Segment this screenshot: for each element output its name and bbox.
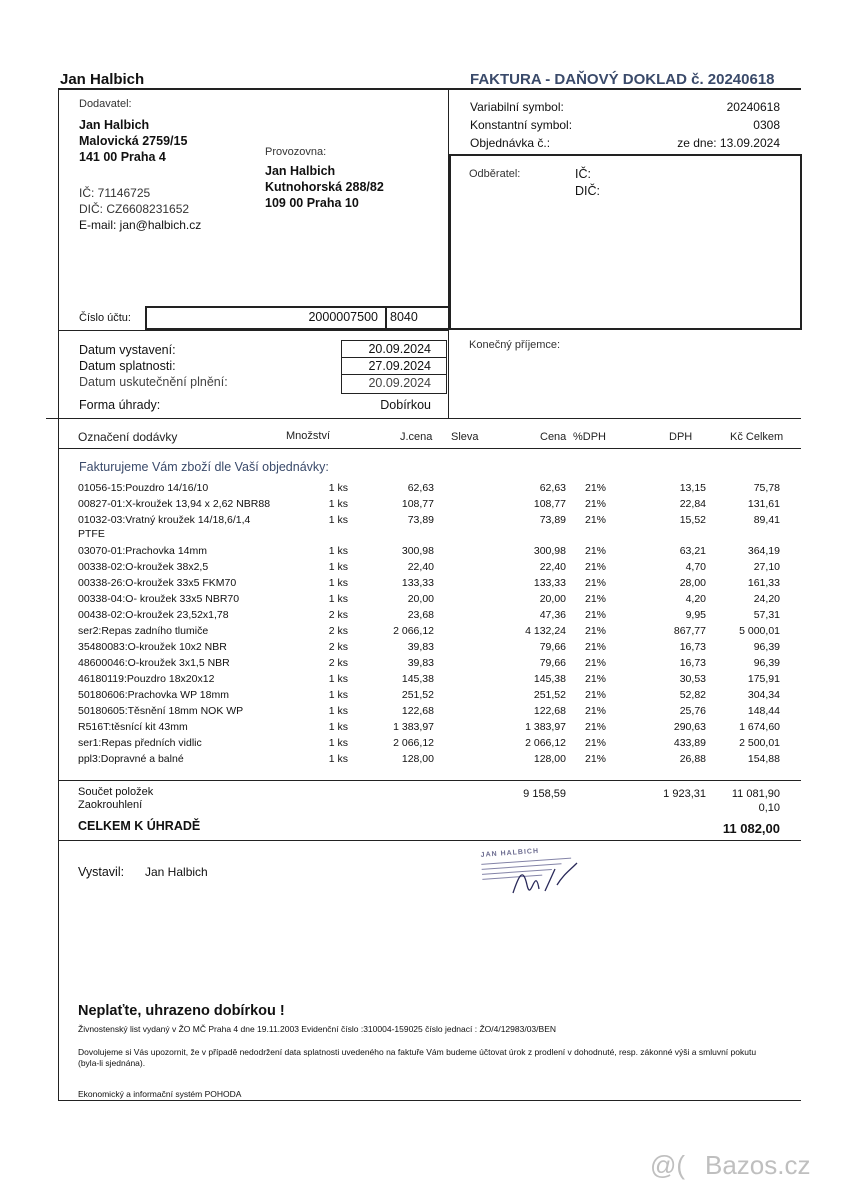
item-name-continued: PTFE <box>78 528 105 540</box>
item-qty: 1 ks <box>328 545 348 557</box>
supplier-dic: DIČ: CZ6608231652 <box>79 202 190 216</box>
item-vat: 290,63 <box>673 721 706 733</box>
item-price: 47,36 <box>539 609 566 621</box>
order-date: ze dne: 13.09.2024 <box>677 136 780 150</box>
watermark-logo-icon: @( <box>650 1150 686 1180</box>
item-qty: 1 ks <box>328 753 348 765</box>
table-row <box>78 656 790 670</box>
item-vat-pct: 21% <box>584 689 606 701</box>
supplier-label: Dodavatel: <box>79 98 132 110</box>
item-price: 22,40 <box>539 561 566 573</box>
item-qty: 1 ks <box>328 689 348 701</box>
dates-rule <box>58 330 448 331</box>
col-price-header: Cena <box>540 431 567 443</box>
const-symbol-value: 0308 <box>753 118 780 132</box>
item-total: 154,88 <box>747 753 780 765</box>
signature-icon <box>505 855 585 900</box>
item-name: 01056-15:Pouzdro 14/16/10 <box>78 482 209 494</box>
item-price: 73,89 <box>539 514 566 526</box>
branch-street: Kutnohorská 288/82 <box>265 180 384 194</box>
item-name: 50180606:Prachovka WP 18mm <box>78 689 229 701</box>
item-vat-pct: 21% <box>584 625 606 637</box>
item-total: 364,19 <box>747 545 780 557</box>
item-qty: 1 ks <box>328 482 348 494</box>
item-qty: 1 ks <box>328 593 348 605</box>
item-name: 46180119:Pouzdro 18x20x12 <box>78 673 215 685</box>
item-price: 300,98 <box>533 545 566 557</box>
item-name: 00338-02:O-kroužek 38x2,5 <box>78 561 209 573</box>
item-vat-pct: 21% <box>584 641 606 653</box>
item-name: ser1:Repas předních vidlic <box>78 737 202 749</box>
col-unit-price-header: J.cena <box>400 431 433 443</box>
item-vat-pct: 21% <box>584 737 606 749</box>
table-row <box>78 544 790 558</box>
item-vat: 26,88 <box>679 753 706 765</box>
customer-box <box>449 154 802 330</box>
grand-total-label: CELKEM K ÚHRADĚ <box>78 819 201 833</box>
col-vat-pct-header: %DPH <box>573 431 607 443</box>
item-unit-price: 22,40 <box>407 561 434 573</box>
item-unit-price: 2 066,12 <box>393 625 434 637</box>
item-vat: 4,70 <box>685 561 706 573</box>
item-price: 79,66 <box>539 657 566 669</box>
item-qty: 1 ks <box>328 561 348 573</box>
branch-label: Provozovna: <box>265 146 327 158</box>
item-price: 62,63 <box>539 482 566 494</box>
item-qty: 2 ks <box>328 657 348 669</box>
table-row <box>78 560 790 574</box>
item-name: 00338-26:O-kroužek 33x5 FKM70 <box>78 577 237 589</box>
item-vat: 28,00 <box>679 577 706 589</box>
item-qty: 2 ks <box>328 625 348 637</box>
col-qty-header: Množství <box>286 430 331 442</box>
header-rule <box>58 88 801 90</box>
item-total: 5 000,01 <box>739 625 780 637</box>
item-vat-pct: 21% <box>584 673 606 685</box>
item-qty: 2 ks <box>328 609 348 621</box>
item-total: 24,20 <box>753 593 780 605</box>
item-qty: 2 ks <box>328 641 348 653</box>
watermark-text: Bazos.cz <box>705 1150 811 1180</box>
item-vat: 433,89 <box>673 737 706 749</box>
item-vat: 63,21 <box>679 545 706 557</box>
due-label: Datum splatnosti: <box>79 359 176 373</box>
item-vat: 15,52 <box>679 514 706 526</box>
subtotal-vat: 1 923,31 <box>663 788 706 800</box>
item-price: 128,00 <box>533 753 566 765</box>
bank-code: 8040 <box>390 310 418 324</box>
item-price: 108,77 <box>533 498 566 510</box>
supplier-name: Jan Halbich <box>79 118 150 132</box>
item-price: 20,00 <box>539 593 566 605</box>
branch-name: Jan Halbich <box>265 164 336 178</box>
item-vat: 867,77 <box>673 625 706 637</box>
item-name: 00827-01:X-kroužek 13,94 x 2,62 NBR88 <box>78 498 271 510</box>
item-unit-price: 2 066,12 <box>393 737 434 749</box>
item-total: 1 674,60 <box>739 721 780 733</box>
supplier-city: 141 00 Praha 4 <box>79 150 166 164</box>
supplier-email[interactable]: E-mail: jan@halbich.cz <box>79 218 202 232</box>
item-name: 03070-01:Prachovka 14mm <box>78 545 207 557</box>
item-vat: 52,82 <box>679 689 706 701</box>
item-total: 148,44 <box>747 705 780 717</box>
item-price: 122,68 <box>533 705 566 717</box>
col-name-header: Označení dodávky <box>78 430 178 444</box>
item-vat: 4,20 <box>685 593 706 605</box>
footer-rule <box>58 1100 801 1101</box>
item-unit-price: 145,38 <box>401 673 434 685</box>
issuer-label: Vystavil: <box>78 865 125 879</box>
item-unit-price: 251,52 <box>401 689 434 701</box>
table-row <box>78 720 790 734</box>
item-total: 175,91 <box>747 673 780 685</box>
item-name: 01032-03:Vratný kroužek 14/18,6/1,4 <box>78 514 251 526</box>
table-top-rule <box>46 418 801 419</box>
table-row <box>78 736 790 750</box>
item-unit-price: 39,83 <box>407 657 434 669</box>
item-qty: 1 ks <box>328 721 348 733</box>
subtotal-total: 11 081,90 <box>731 788 780 800</box>
table-row <box>78 592 790 606</box>
item-qty: 1 ks <box>328 498 348 510</box>
license-text: Živnostenský list vydaný v ŽO MČ Praha 4 dne 19.11.2003 Evidenční číslo :310004-159025 číslo jednací : ŽO/4/12983/03/BEN <box>78 1024 557 1034</box>
customer-label: Odběratel: <box>469 168 521 180</box>
order-label: Objednávka č.: <box>470 136 551 150</box>
issued-date: 20.09.2024 <box>368 342 431 356</box>
item-qty: 1 ks <box>328 514 348 526</box>
item-qty: 1 ks <box>328 705 348 717</box>
item-unit-price: 23,68 <box>407 609 434 621</box>
paid-notice: Neplaťte, uhrazeno dobírkou ! <box>78 1003 285 1019</box>
item-total: 89,41 <box>753 514 780 526</box>
col-total-header: Kč Celkem <box>730 431 784 443</box>
account-number: 2000007500 <box>308 310 378 324</box>
col-discount-header: Sleva <box>451 431 479 443</box>
invoice-title: FAKTURA - DAŇOVÝ DOKLAD č. 20240618 <box>470 71 775 88</box>
item-unit-price: 20,00 <box>407 593 434 605</box>
item-unit-price: 122,68 <box>401 705 434 717</box>
item-name: ser2:Repas zadního tlumiče <box>78 625 209 637</box>
item-total: 2 500,01 <box>739 737 780 749</box>
item-price: 1 383,97 <box>525 721 566 733</box>
summary-rule <box>58 780 801 781</box>
col-vat-header: DPH <box>669 431 693 443</box>
rounding-label: Zaokrouhlení <box>78 799 143 811</box>
item-vat-pct: 21% <box>584 482 606 494</box>
item-name: 50180605:Těsnění 18mm NOK WP <box>78 705 244 717</box>
item-total: 161,33 <box>747 577 780 589</box>
item-vat-pct: 21% <box>584 593 606 605</box>
table-row <box>78 672 790 686</box>
item-unit-price: 300,98 <box>401 545 434 557</box>
item-vat-pct: 21% <box>584 705 606 717</box>
item-vat-pct: 21% <box>584 545 606 557</box>
var-symbol-label: Variabilní symbol: <box>470 100 564 114</box>
table-row <box>78 576 790 590</box>
table-header-rule <box>58 448 801 449</box>
item-name: R516T:těsnící kit 43mm <box>78 721 188 733</box>
table-row <box>78 640 790 654</box>
item-unit-price: 39,83 <box>407 641 434 653</box>
item-price: 4 132,24 <box>525 625 566 637</box>
item-vat-pct: 21% <box>584 561 606 573</box>
item-name: 00338-04:O- kroužek 33x5 NBR70 <box>78 593 240 605</box>
item-total: 75,78 <box>753 482 780 494</box>
table-row <box>78 513 790 540</box>
item-price: 145,38 <box>533 673 566 685</box>
item-price: 251,52 <box>533 689 566 701</box>
item-name: ppl3:Dopravné a balné <box>78 753 184 765</box>
item-vat-pct: 21% <box>584 609 606 621</box>
item-total: 96,39 <box>753 657 780 669</box>
table-row <box>78 481 790 495</box>
subtotal-label: Součet položek <box>78 786 154 798</box>
item-total: 131,61 <box>747 498 780 510</box>
taxable-label: Datum uskutečnění plnění: <box>79 375 228 389</box>
item-price: 2 066,12 <box>525 737 566 749</box>
customer-ic: IČ: <box>575 167 591 181</box>
item-qty: 1 ks <box>328 673 348 685</box>
item-name: 48600046:O-kroužek 3x1,5 NBR <box>78 657 230 669</box>
subtotal-price: 9 158,59 <box>523 788 566 800</box>
item-vat-pct: 21% <box>584 721 606 733</box>
warning-text: Dovolujeme si Vás upozornit, že v případě nedodržení data splatnosti uvedeného na faktuře Vám budeme účtovat úrok z prodlení v dohodnuté, resp. zákonné výši a smluvní pokutu (byla-li sjednána). <box>78 1047 757 1068</box>
issued-label: Datum vystavení: <box>79 343 176 357</box>
company-name: Jan Halbich <box>60 71 145 88</box>
item-unit-price: 108,77 <box>401 498 434 510</box>
customer-dic: DIČ: <box>575 184 600 198</box>
supplier-ic: IČ: 71146725 <box>79 186 151 200</box>
payment-method: Dobírkou <box>380 398 431 412</box>
item-vat: 13,15 <box>679 482 706 494</box>
left-border <box>58 88 59 1100</box>
payment-label: Forma úhrady: <box>79 398 161 412</box>
due-date: 27.09.2024 <box>368 359 431 373</box>
account-label: Číslo účtu: <box>79 312 131 324</box>
final-recipient-label: Konečný příjemce: <box>469 339 561 351</box>
item-vat: 9,95 <box>685 609 706 621</box>
const-symbol-label: Konstantní symbol: <box>470 118 573 132</box>
item-vat: 30,53 <box>679 673 706 685</box>
item-vat-pct: 21% <box>584 657 606 669</box>
stamp-title: JAN HALBICH <box>480 847 540 859</box>
table-row <box>78 608 790 622</box>
item-total: 304,34 <box>747 689 780 701</box>
item-vat-pct: 21% <box>584 753 606 765</box>
taxable-date: 20.09.2024 <box>368 376 431 390</box>
item-total: 57,31 <box>753 609 780 621</box>
item-vat: 25,76 <box>679 705 706 717</box>
item-vat-pct: 21% <box>584 498 606 510</box>
item-vat: 16,73 <box>679 641 706 653</box>
supplier-street: Malovická 2759/15 <box>79 134 188 148</box>
item-vat-pct: 21% <box>584 577 606 589</box>
item-unit-price: 128,00 <box>401 753 434 765</box>
item-name: 35480083:O-kroužek 10x2 NBR <box>78 641 227 653</box>
item-qty: 1 ks <box>328 577 348 589</box>
table-intro: Fakturujeme Vám zboží dle Vaší objednávky: <box>79 460 329 474</box>
item-vat-pct: 21% <box>584 514 606 526</box>
system-text: Ekonomický a informační systém POHODA <box>78 1089 242 1099</box>
item-vat: 22,84 <box>679 498 706 510</box>
table-row <box>78 752 790 766</box>
item-unit-price: 133,33 <box>401 577 434 589</box>
table-row <box>78 688 790 702</box>
grand-total-value: 11 082,00 <box>722 821 780 836</box>
item-qty: 1 ks <box>328 737 348 749</box>
item-unit-price: 62,63 <box>407 482 434 494</box>
item-vat: 16,73 <box>679 657 706 669</box>
summary-bottom-rule <box>58 840 801 841</box>
item-unit-price: 1 383,97 <box>393 721 434 733</box>
table-row <box>78 704 790 718</box>
branch-city: 109 00 Praha 10 <box>265 196 359 210</box>
table-row <box>78 497 790 511</box>
issuer-name: Jan Halbich <box>145 865 208 879</box>
item-name: 00438-02:O-kroužek 23,52x1,78 <box>78 609 229 621</box>
item-price: 133,33 <box>533 577 566 589</box>
item-total: 96,39 <box>753 641 780 653</box>
item-total: 27,10 <box>753 561 780 573</box>
table-row <box>78 624 790 638</box>
var-symbol-value: 20240618 <box>726 100 780 114</box>
item-price: 79,66 <box>539 641 566 653</box>
item-unit-price: 73,89 <box>407 514 434 526</box>
rounding-value: 0,10 <box>758 802 780 814</box>
